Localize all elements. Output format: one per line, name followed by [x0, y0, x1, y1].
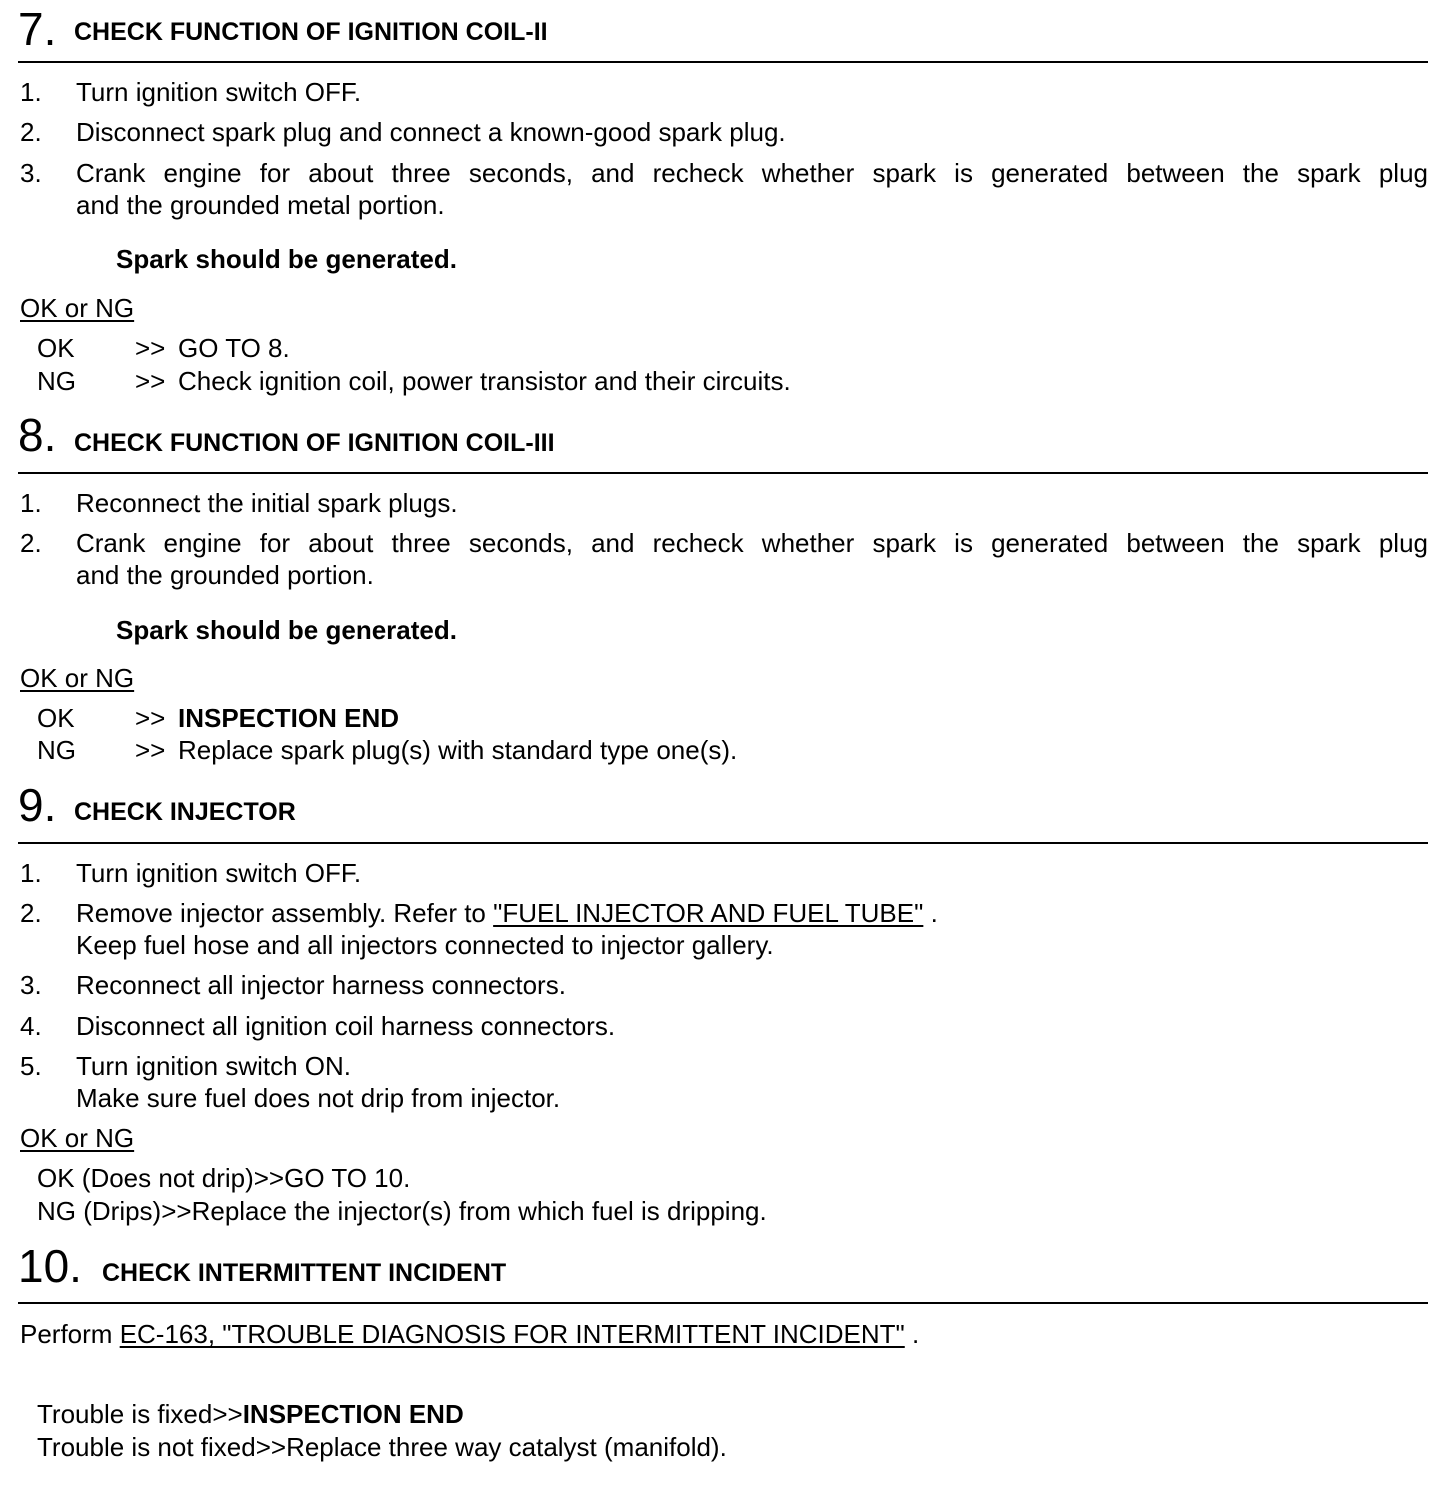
perform-instruction: [20, 1318, 919, 1350]
step-9-number: 9.: [18, 779, 57, 831]
result-action-ok: GO TO 8.: [178, 333, 290, 363]
list-item-number: 4.: [20, 1011, 42, 1041]
step-8-number: 8.: [18, 409, 57, 461]
list-item-text: Reconnect all injector harness connectors.: [76, 970, 566, 1000]
ok-ng-heading: OK or NG: [20, 663, 135, 693]
ok-ng-heading: OK or NG: [20, 1123, 135, 1153]
list-item-text-prefix: Remove injector assembly. Refer to: [76, 898, 494, 928]
list-item-number: 5.: [20, 1051, 42, 1081]
list-item-text: Crank engine for about three seconds, and recheck whether spark is generated between the spark plug: [76, 528, 1428, 558]
result-line-ng: NG (Drips)>>Replace the injector(s) from which fuel is dripping.: [37, 1196, 767, 1226]
result-arrow: >>: [135, 735, 166, 765]
result-key-ok: OK: [37, 333, 75, 363]
intermittent-incident-reference-link[interactable]: EC-163, "TROUBLE DIAGNOSIS FOR INTERMITTENT INCIDENT": [119, 1319, 905, 1349]
spec-note: Spark should be generated.: [116, 244, 457, 274]
section-divider: [18, 472, 1428, 474]
spec-note: Spark should be generated.: [116, 615, 457, 645]
step-9-title: CHECK INJECTOR: [74, 798, 296, 826]
result-key-ng: NG: [37, 366, 76, 396]
result-action-ng: Check ignition coil, power transistor and their circuits.: [178, 366, 791, 396]
list-item-text-suffix: .: [923, 898, 938, 928]
list-item-number: 1.: [20, 77, 42, 107]
list-item-number: 3.: [20, 158, 42, 188]
perform-suffix: .: [904, 1319, 920, 1349]
result-key-ok: OK: [37, 703, 75, 733]
result-line-not-fixed: Trouble is not fixed>>Replace three way catalyst (manifold).: [37, 1432, 727, 1462]
list-item-text: Disconnect all ignition coil harness connectors.: [76, 1011, 616, 1041]
result-fixed-prefix: Trouble is fixed>>: [37, 1399, 243, 1429]
list-item-number: 1.: [20, 858, 42, 888]
step-10-number: 10.: [18, 1240, 82, 1292]
result-line-ok: OK (Does not drip)>>GO TO 10.: [37, 1163, 411, 1193]
list-item-text-continued: and the grounded metal portion.: [76, 190, 445, 220]
result-arrow: >>: [135, 333, 166, 363]
list-item-text: Reconnect the initial spark plugs.: [76, 488, 458, 518]
result-action-ok: INSPECTION END: [178, 703, 400, 733]
list-item-number: 2.: [20, 117, 42, 147]
result-fixed-action: INSPECTION END: [242, 1399, 464, 1429]
list-item-number: 3.: [20, 970, 42, 1000]
section-divider: [18, 1302, 1428, 1304]
perform-prefix: Perform: [20, 1319, 120, 1349]
section-divider: [18, 61, 1428, 63]
step-7-number: 7.: [18, 3, 57, 55]
step-8-title: CHECK FUNCTION OF IGNITION COIL-III: [74, 429, 555, 457]
list-item-number: 2.: [20, 528, 42, 558]
result-key-ng: NG: [37, 735, 76, 765]
result-action-ng: Replace spark plug(s) with standard type one(s).: [178, 735, 738, 765]
list-item-number: 1.: [20, 488, 42, 518]
result-line-fixed: [37, 1398, 464, 1430]
result-arrow: >>: [135, 703, 166, 733]
list-item-text-continued: and the grounded portion.: [76, 560, 374, 590]
list-item-text: Turn ignition switch OFF.: [76, 858, 362, 888]
step-7-title: CHECK FUNCTION OF IGNITION COIL-II: [74, 18, 548, 46]
result-arrow: >>: [135, 366, 166, 396]
list-item-text-continued: Keep fuel hose and all injectors connected to injector gallery.: [76, 930, 774, 960]
list-item-text: Turn ignition switch OFF.: [76, 77, 362, 107]
list-item-text: Disconnect spark plug and connect a known-good spark plug.: [76, 117, 786, 147]
ok-ng-heading: OK or NG: [20, 293, 135, 323]
list-item-text-continued: Make sure fuel does not drip from injector.: [76, 1083, 561, 1113]
list-item-text: Turn ignition switch ON.: [76, 1051, 352, 1081]
fuel-injector-reference-link[interactable]: "FUEL INJECTOR AND FUEL TUBE": [493, 898, 924, 928]
list-item-text: Crank engine for about three seconds, and recheck whether spark is generated between the spark plug: [76, 158, 1428, 188]
step-10-title: CHECK INTERMITTENT INCIDENT: [102, 1259, 507, 1287]
list-item-number: 2.: [20, 898, 42, 928]
list-item-text: [76, 897, 938, 929]
section-divider: [18, 842, 1428, 844]
